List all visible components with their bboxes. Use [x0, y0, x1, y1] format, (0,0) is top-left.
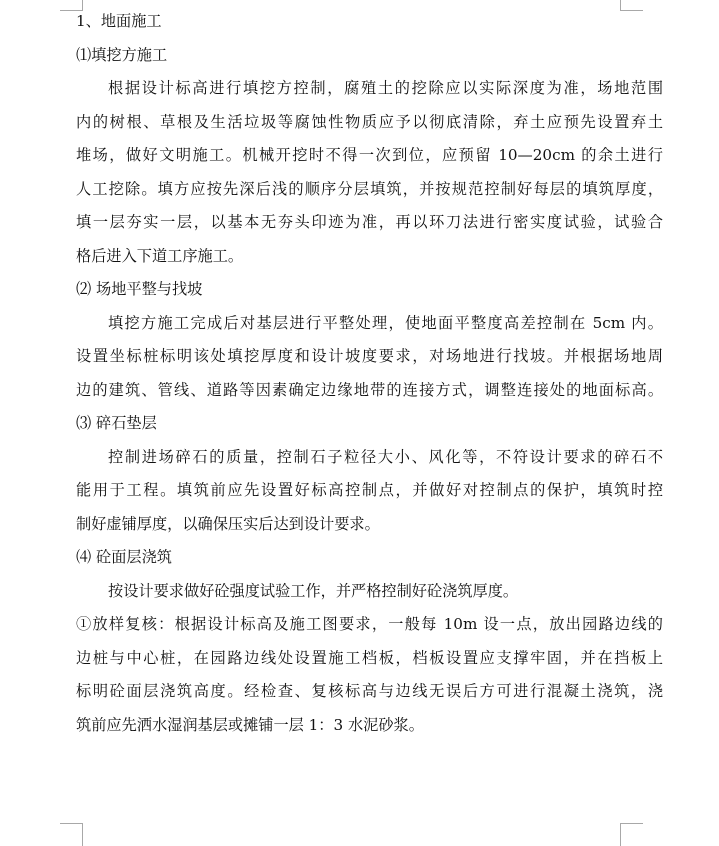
paragraph-line: 格后进入下道工序施工。 — [76, 246, 244, 265]
section-title: ⑵ 场地平整与找坡 — [76, 280, 203, 298]
paragraph-line: 标明砼面层浇筑高度。经检查、复核标高与边线无误后方可进行混凝土浇筑，浇 — [76, 682, 663, 700]
paragraph-line: 根据设计标高进行填挖方控制，腐殖土的挖除应以实际深度为准，场地范围 — [108, 79, 663, 97]
paragraph-line: 填挖方施工完成后对基层进行平整处理，使地面平整度高差控制在 5cm 内。 — [108, 313, 663, 332]
document-heading: 1、地面施工 — [76, 12, 162, 30]
paragraph-line: 筑前应先洒水湿润基层或摊铺一层 1：3 水泥砂浆。 — [76, 715, 424, 734]
section-title: ⑶ 碎石垫层 — [76, 414, 157, 432]
document-body — [76, 5, 663, 742]
paragraph-line: 控制进场碎石的质量，控制石子粒径大小、风化等，不符设计要求的碎石不 — [108, 447, 663, 466]
paragraph-line: 人工挖除。填方应按先深后浅的顺序分层填筑，并按规范控制好每层的填筑厚度， — [76, 179, 663, 198]
section-title: ⑴填挖方施工 — [76, 45, 168, 64]
paragraph-line: ①放样复核：根据设计标高及施工图要求，一般每 10m 设一点，放出园路边线的 — [76, 615, 663, 633]
margin-corner-mark — [620, 823, 643, 846]
paragraph-line: 设置坐标桩标明该处填挖厚度和设计坡度要求，对场地进行找坡。并根据场地周 — [76, 347, 663, 365]
section-title: ⑷ 砼面层浇筑 — [76, 548, 172, 566]
paragraph-line: 制好虚铺厚度，以确保压实后达到设计要求。 — [76, 514, 380, 533]
paragraph-line: 堆场，做好文明施工。机械开挖时不得一次到位，应预留 10—20cm 的余土进行 — [76, 146, 663, 164]
paragraph-line: 内的树根、草根及生活垃圾等腐蚀性物质应予以彻底清除，弃土应预先设置弃土 — [76, 112, 663, 131]
paragraph-line: 边的建筑、管线、道路等因素确定边缘地带的连接方式，调整连接处的地面标高。 — [76, 380, 663, 399]
paragraph-line: 填一层夯实一层，以基本无夯头印迹为准，再以环刀法进行密实度试验，试验合 — [76, 213, 663, 231]
paragraph-line: 按设计要求做好砼强度试验工作，并严格控制好砼浇筑厚度。 — [108, 581, 519, 600]
margin-corner-mark — [60, 823, 83, 846]
paragraph-line: 能用于工程。填筑前应先设置好标高控制点，并做好对控制点的保护，填筑时控 — [76, 481, 663, 499]
paragraph-line: 边桩与中心桩，在园路边线处设置施工档板，档板设置应支撑牢固，并在挡板上 — [76, 648, 663, 667]
